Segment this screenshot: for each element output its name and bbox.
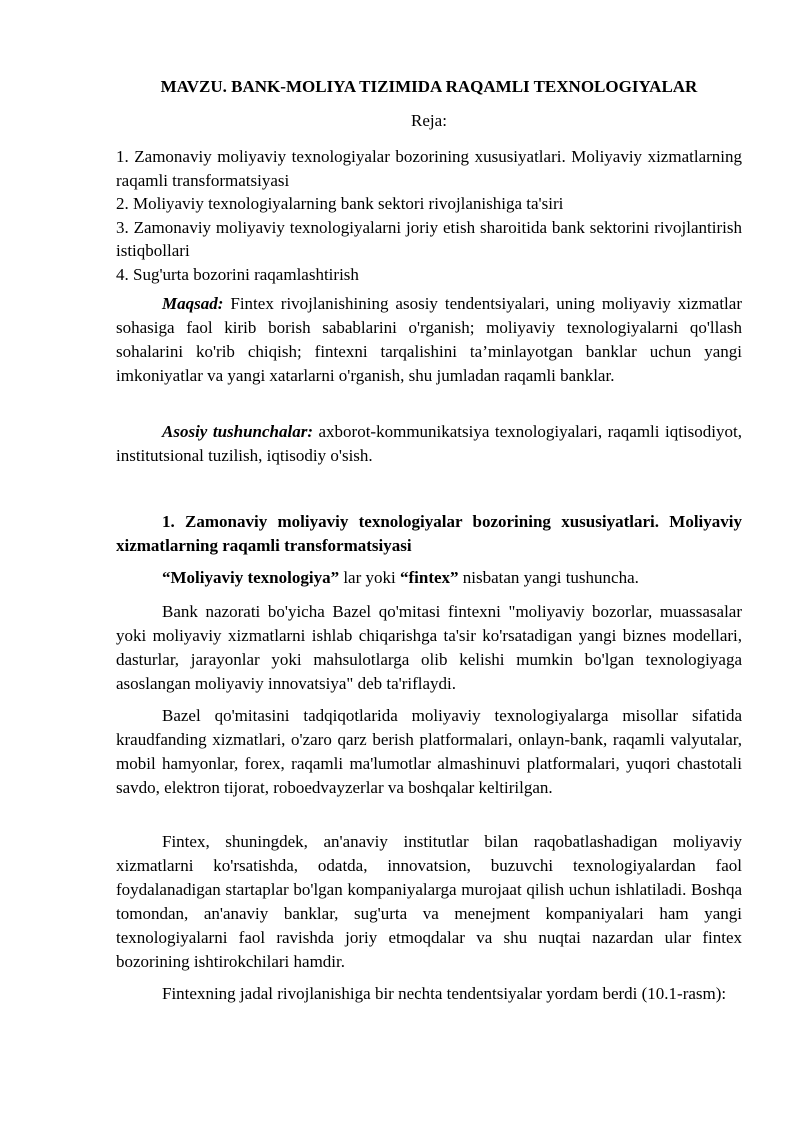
plan-item: 3. Zamonaviy moliyaviy texnologiyalarni joriy etish sharoitida bank sektorini rivojlantirish istiqbollari: [116, 217, 742, 260]
body-paragraph-trends: Fintexning jadal rivojlanishiga bir nechta tendentsiyalar yordam berdi (10.1-rasm):: [162, 984, 727, 1003]
body-paragraph-examples: Bazel qo'mitasini tadqiqotlarida moliyaviy texnologiyalarga misollar sifatida kraudfanding xizmatlari, o'zaro qarz berish platformalari, onlayn-bank, raqamli valyutalar, mobil hamyonlar, forex, raqamli ma'lumotlar almashinuvi platformalari, yuqori chastotali savdo, elektron tijorat, roboedvayzerlar va boshqalar keltirilgan.: [116, 706, 742, 797]
definition-paragraph: [116, 566, 742, 590]
term-fintech-long: “Moliyaviy texnologiya”: [162, 568, 340, 587]
plan-item: 2. Moliyaviy texnologiyalarning bank sektori rivojlanishiga ta'siri: [116, 194, 564, 213]
plan-heading: Reja:: [411, 111, 447, 130]
goal-label: Maqsad:: [162, 294, 224, 313]
goal-text: Fintex rivojlanishining asosiy tendentsiyalari, uning moliyaviy xizmatlar sohasiga faol kirib borish sabablarini o'rganish; moliyaviy texnologiyalarni qo'llash sohalarini ko'rib chiqish; fintexni tarqalishini ta’minlayotgan banklar uchun yangi imkoniyatlar va yangi xatarlarni o'rganish, shu jumladan raqamli banklar.: [116, 294, 742, 385]
plan-item: 1. Zamonaviy moliyaviy texnologiyalar bozorining xususiyatlari. Moliyaviy xizmatlarning raqamli transformatsiyasi: [116, 147, 742, 190]
plan-list: [116, 145, 742, 286]
body-paragraph-basel-definition: Bank nazorati bo'yicha Bazel qo'mitasi fintexni "moliyaviy bozorlar, muassasalar yoki moliyaviy xizmatlarni ishlab chiqarishga ta'sir ko'rsatadigan yangi biznes modellari, dasturlar, jarayonlar yoki mahsulotlarga olib kelishi mumkin bo'lgan texnologiyaga asoslangan moliyaviy innovatsiya" deb ta'riflaydi.: [116, 602, 742, 693]
plan-item: 4. Sug'urta bozorini raqamlashtirish: [116, 264, 359, 284]
section-heading: 1. Zamonaviy moliyaviy texnologiyalar bozorining xususiyatlari. Moliyaviy xizmatlarning raqamli transformatsiyasi: [116, 512, 742, 555]
definition-mid: lar yoki: [339, 568, 400, 587]
page-title: MAVZU. BANK-MOLIYA TIZIMIDA RAQAMLI TEXNOLOGIYALAR: [160, 77, 698, 96]
term-fintech-short: “fintex”: [399, 568, 459, 587]
definition-end: nisbatan yangi tushuncha.: [458, 568, 639, 587]
body-paragraph-startups: Fintex, shuningdek, an'anaviy institutlar bilan raqobatlashadigan moliyaviy xizmatlarni ko'rsatishda, odatda, innovatsion, buzuvchi texnologiyalardan faol foydalanadigan startaplar bo'lgan kompaniyalarga murojaat qilish uchun ishlatiladi. Boshqa tomondan, an'anaviy banklar, sug'urta va menejment kompaniyalari ham yangi texnologiyalarni faol ravishda joriy etmoqdalar va shu nuqtai nazardan ular fintex bozorining ishtirokchilari hamdir.: [116, 832, 742, 971]
goal-paragraph: [116, 292, 742, 388]
concepts-text: axborot-kommunikatsiya texnologiyalari, raqamli iqtisodiyot, institutsional tuzilish, iqtisodiy o'sish.: [116, 422, 742, 465]
concepts-label: Asosiy tushunchalar:: [162, 422, 313, 441]
concepts-paragraph: [116, 420, 742, 468]
